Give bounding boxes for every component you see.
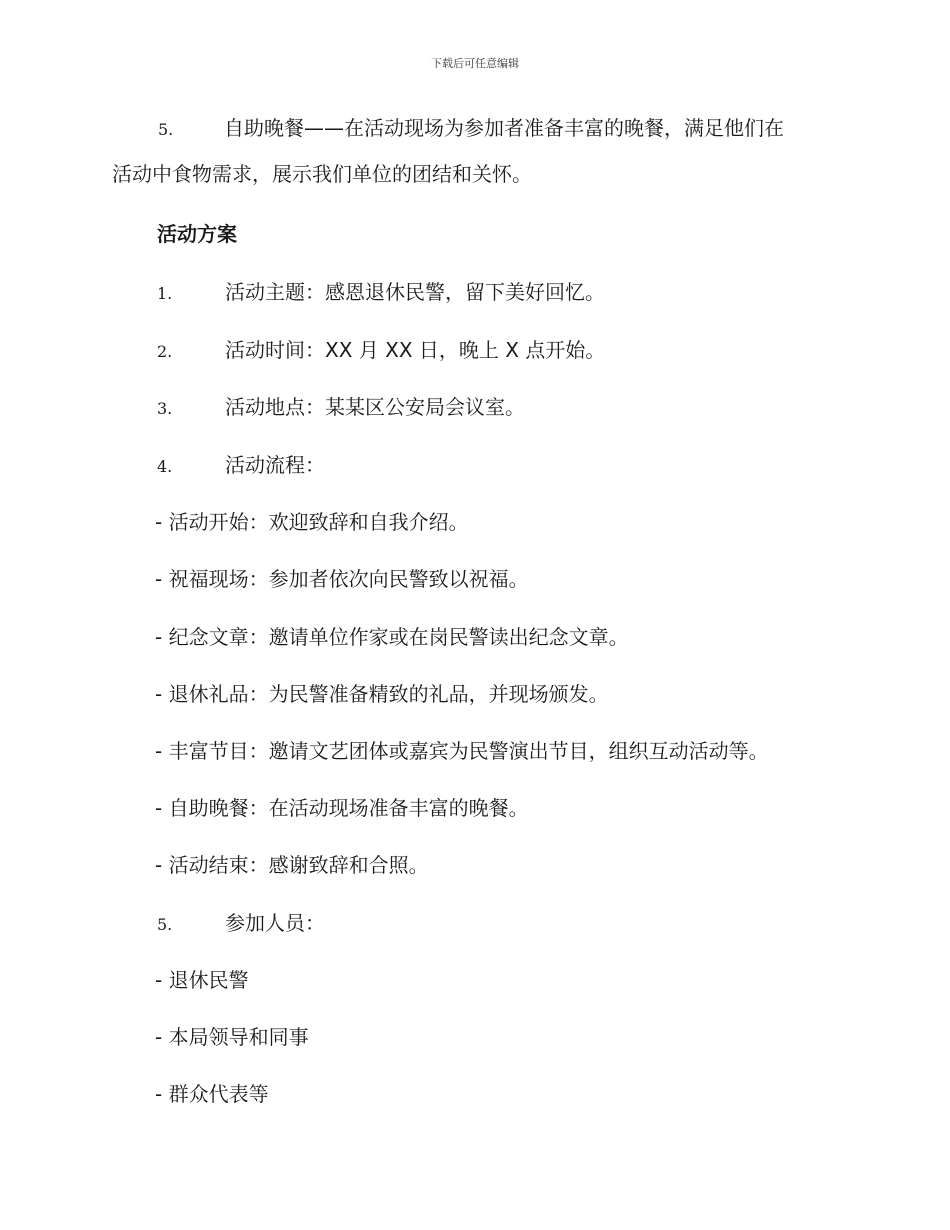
flow-item: - 活动结束：感谢致辞和合照。 bbox=[155, 853, 429, 877]
list-number: 5. bbox=[158, 120, 174, 139]
list-item bbox=[157, 391, 525, 420]
list-number: 4. bbox=[157, 457, 173, 476]
flow-item: - 活动开始：欢迎致辞和自我介绍。 bbox=[155, 510, 469, 534]
section-heading: 活动方案 bbox=[157, 222, 237, 246]
list-number: 5. bbox=[157, 915, 173, 934]
list-item-text: 活动流程： bbox=[225, 453, 325, 477]
intro-line-2: 活动中食物需求，展示我们单位的团结和关怀。 bbox=[112, 162, 532, 186]
list-item-text: 参加人员： bbox=[225, 911, 325, 935]
list-number: 3. bbox=[157, 399, 173, 418]
flow-item: - 丰富节目：邀请文艺团体或嘉宾为民警演出节目，组织互动活动等。 bbox=[155, 739, 769, 763]
list-item-text: 活动地点：某某区公安局会议室。 bbox=[225, 395, 525, 419]
flow-item: - 自助晚餐：在活动现场准备丰富的晚餐。 bbox=[155, 796, 529, 820]
list-item bbox=[157, 334, 605, 363]
list-item bbox=[157, 449, 325, 478]
flow-item: - 祝福现场：参加者依次向民警致以祝福。 bbox=[155, 567, 529, 591]
list-number: 2. bbox=[157, 342, 173, 361]
intro-line-1 bbox=[112, 106, 842, 152]
page-header: 下载后可任意编辑 bbox=[431, 57, 519, 70]
list-item bbox=[157, 276, 605, 305]
flow-item: - 退休礼品：为民警准备精致的礼品，并现场颁发。 bbox=[155, 682, 609, 706]
flow-item: - 纪念文章：邀请单位作家或在岗民警读出纪念文章。 bbox=[155, 625, 629, 649]
participant-item: - 退休民警 bbox=[155, 968, 249, 992]
participant-item: - 本局领导和同事 bbox=[155, 1025, 309, 1049]
list-item bbox=[157, 907, 325, 936]
intro-text-1: 自助晚餐——在活动现场为参加者准备丰富的晚餐，满足他们在 bbox=[224, 116, 784, 140]
participant-item: - 群众代表等 bbox=[155, 1082, 269, 1106]
list-number: 1. bbox=[157, 284, 173, 303]
intro-paragraph bbox=[112, 106, 842, 197]
list-item-text: 活动时间：XX 月 XX 日，晚上 X 点开始。 bbox=[225, 338, 606, 362]
list-item-text: 活动主题：感恩退休民警，留下美好回忆。 bbox=[225, 280, 605, 304]
